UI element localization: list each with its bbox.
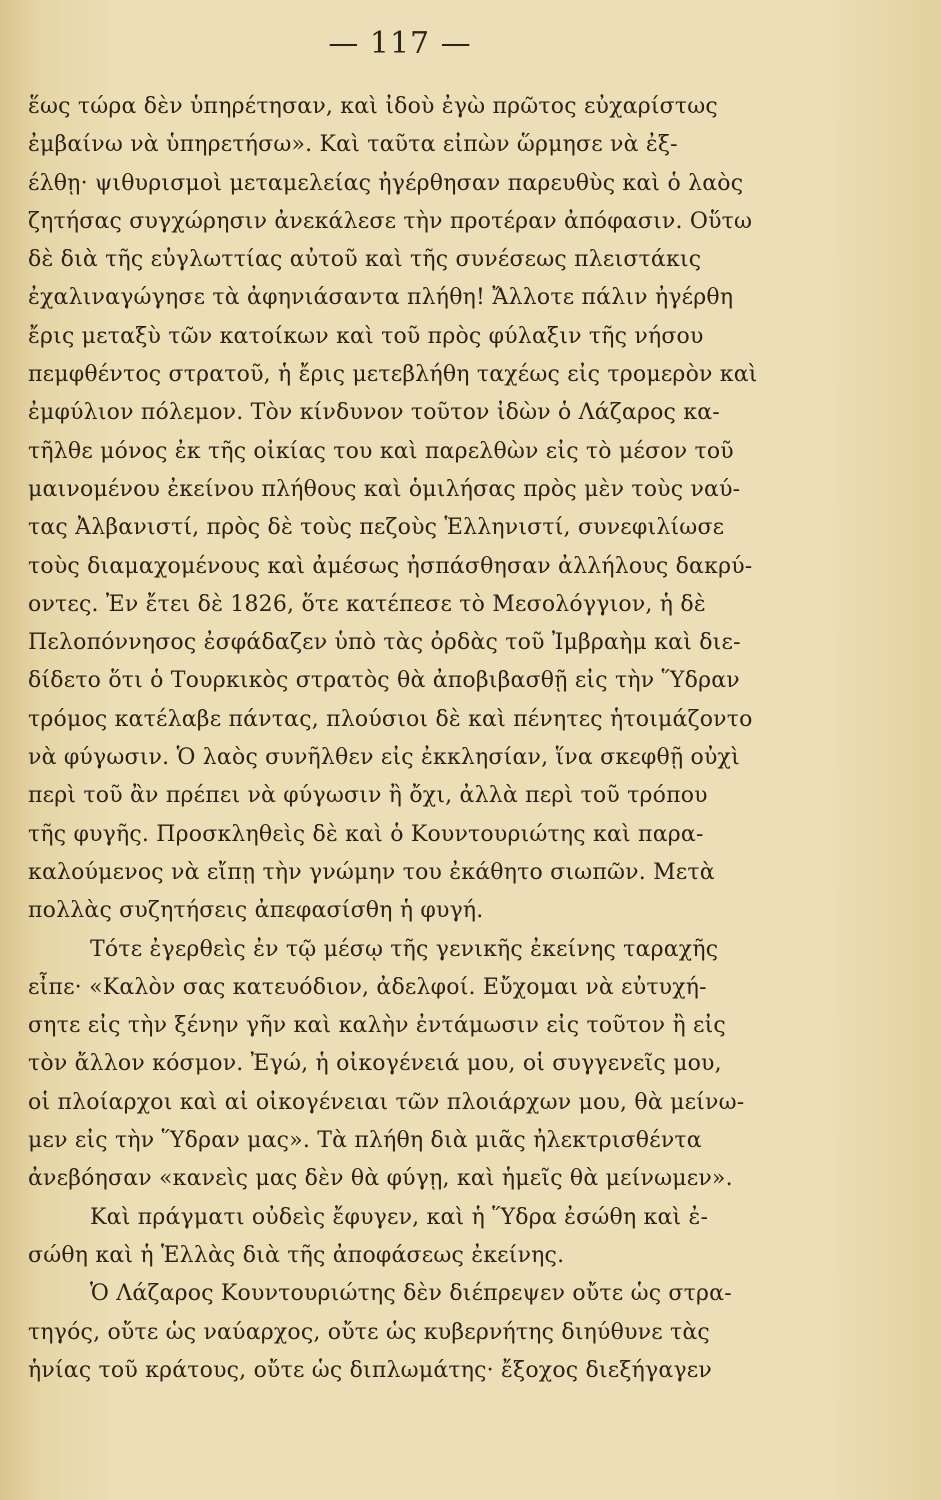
text-line: ἐμφύλιον πόλεμον. Τὸν κίνδυνον τοῦτον ἰδὼν ὁ Λάζαρος κα-	[28, 400, 720, 426]
text-line: ἡνίας τοῦ κράτους, οὔτε ὡς διπλωμάτης· ἔξοχος διεξήγαγεν	[28, 1357, 712, 1383]
text-line: εἶπε· «Καλὸν σας κατευόδιον, ἀδελφοί. Εὔχομαι νὰ εὐτυχή-	[28, 974, 707, 1000]
body-text	[28, 88, 808, 1390]
text-line: σώθη καὶ ἡ Ἑλλὰς διὰ τῆς ἀποφάσεως ἐκείνης.	[28, 1242, 565, 1268]
text-line-paragraph-start: Καὶ πράγματι οὐδεὶς ἔφυγεν, καὶ ἡ Ὕδρα ἐσώθη καὶ ἐ-	[90, 1204, 709, 1230]
text-line: δίδετο ὅτι ὁ Τουρκικὸς στρατὸς θὰ ἀποβιβασθῇ εἰς τὴν Ὕδραν	[28, 668, 740, 694]
text-line: τας Ἀλβανιστί, πρὸς δὲ τοὺς πεζοὺς Ἑλληνιστί, συνεφιλίωσε	[28, 515, 725, 541]
text-line: ἐχαλιναγώγησε τὰ ἀφηνιάσαντα πλήθη! Ἄλλοτε πάλιν ἠγέρθη	[28, 285, 734, 311]
text-line: ἐμβαίνω νὰ ὑπηρετήσω». Καὶ ταῦτα εἰπὼν ὥρμησε νὰ ἐξ-	[28, 132, 678, 158]
text-line: Πελοπόννησος ἐσφάδαζεν ὑπὸ τὰς ὀρδὰς τοῦ Ἰμβραὴμ καὶ διε-	[28, 630, 741, 656]
text-line: δὲ διὰ τῆς εὐγλωττίας αὐτοῦ καὶ τῆς συνέσεως πλειστάκις	[28, 247, 702, 273]
text-line: περὶ τοῦ ἂν πρέπει νὰ φύγωσιν ἢ ὄχι, ἀλλὰ περὶ τοῦ τρόπου	[28, 783, 708, 809]
text-line: τηγός, οὔτε ὡς ναύαρχος, οὔτε ὡς κυβερνήτης διηύθυνε τὰς	[28, 1319, 710, 1345]
text-line: τὸν ἄλλον κόσμον. Ἐγώ, ἡ οἰκογένειά μου, οἱ συγγενεῖς μου,	[28, 1051, 722, 1077]
text-line: τοὺς διαμαχομένους καὶ ἀμέσως ἠσπάσθησαν ἀλλήλους δακρύ-	[28, 553, 753, 579]
text-line: ἔρις μεταξὺ τῶν κατοίκων καὶ τοῦ πρὸς φύλαξιν τῆς νήσου	[28, 323, 704, 349]
text-line: νὰ φύγωσιν. Ὁ λαὸς συνῆλθεν εἰς ἐκκλησίαν, ἵνα σκεφθῇ οὐχὶ	[28, 745, 740, 771]
text-line: πεμφθέντος στρατοῦ, ἡ ἔρις μετεβλήθη ταχέως εἰς τρομερὸν καὶ	[28, 362, 758, 388]
text-line: τρόμος κατέλαβε πάντας, πλούσιοι δὲ καὶ πένητες ἡτοιμάζοντο	[28, 706, 753, 732]
text-line: οἱ πλοίαρχοι καὶ αἱ οἰκογένειαι τῶν πλοιάρχων μου, θὰ μείνω-	[28, 1089, 745, 1115]
text-line: έλθῃ· ψιθυρισμοὶ μεταμελείας ἠγέρθησαν παρευθὺς καὶ ὁ λαὸς	[28, 170, 744, 196]
text-line: μεν εἰς τὴν Ὕδραν μας». Τὰ πλήθη διὰ μιᾶς ἠλεκτρισθέντα	[28, 1128, 702, 1154]
text-line: πολλὰς συζητήσεις ἀπεφασίσθη ἡ φυγή.	[28, 898, 484, 924]
text-line: ἀνεβόησαν «κανεὶς μας δὲν θὰ φύγῃ, καὶ ἡμεῖς θὰ μείνωμεν».	[28, 1166, 733, 1192]
text-line: σητε εἰς τὴν ξένην γῆν καὶ καλὴν ἐντάμωσιν εἰς τοῦτον ἢ εἰς	[28, 1013, 726, 1039]
text-line: τῆλθε μόνος ἐκ τῆς οἰκίας του καὶ παρελθὼν εἰς τὸ μέσον τοῦ	[28, 438, 734, 464]
text-line: ἕως τώρα δὲν ὑπηρέτησαν, καὶ ἰδοὺ ἐγὼ πρῶτος εὐχαρίστως	[28, 94, 718, 119]
text-line: οντες. Ἐν ἔτει δὲ 1826, ὅτε κατέπεσε τὸ Μεσολόγγιον, ἡ δὲ	[28, 591, 706, 617]
text-line: καλούμενος νὰ εἴπῃ τὴν γνώμην του ἐκάθητο σιωπῶν. Μετὰ	[28, 859, 715, 885]
text-line: μαινομένου ἐκείνου πλήθους καὶ ὁμιλήσας πρὸς μὲν τοὺς ναύ-	[28, 476, 741, 502]
page-number: — 117 —	[328, 26, 472, 61]
text-line-paragraph-start: Ὁ Λάζαρος Κουντουριώτης δὲν διέπρεψεν οὔτε ὡς στρα-	[90, 1281, 732, 1307]
text-line: τῆς φυγῆς. Προσκληθεὶς δὲ καὶ ὁ Κουντουριώτης καὶ παρα-	[28, 821, 704, 847]
text-line: ζητήσας συγχώρησιν ἀνεκάλεσε τὴν προτέραν ἀπόφασιν. Οὕτω	[28, 208, 753, 234]
text-line-paragraph-start: Τότε ἐγερθεὶς ἐν τῷ μέσῳ τῆς γενικῆς ἐκείνης ταραχῆς	[90, 936, 719, 962]
